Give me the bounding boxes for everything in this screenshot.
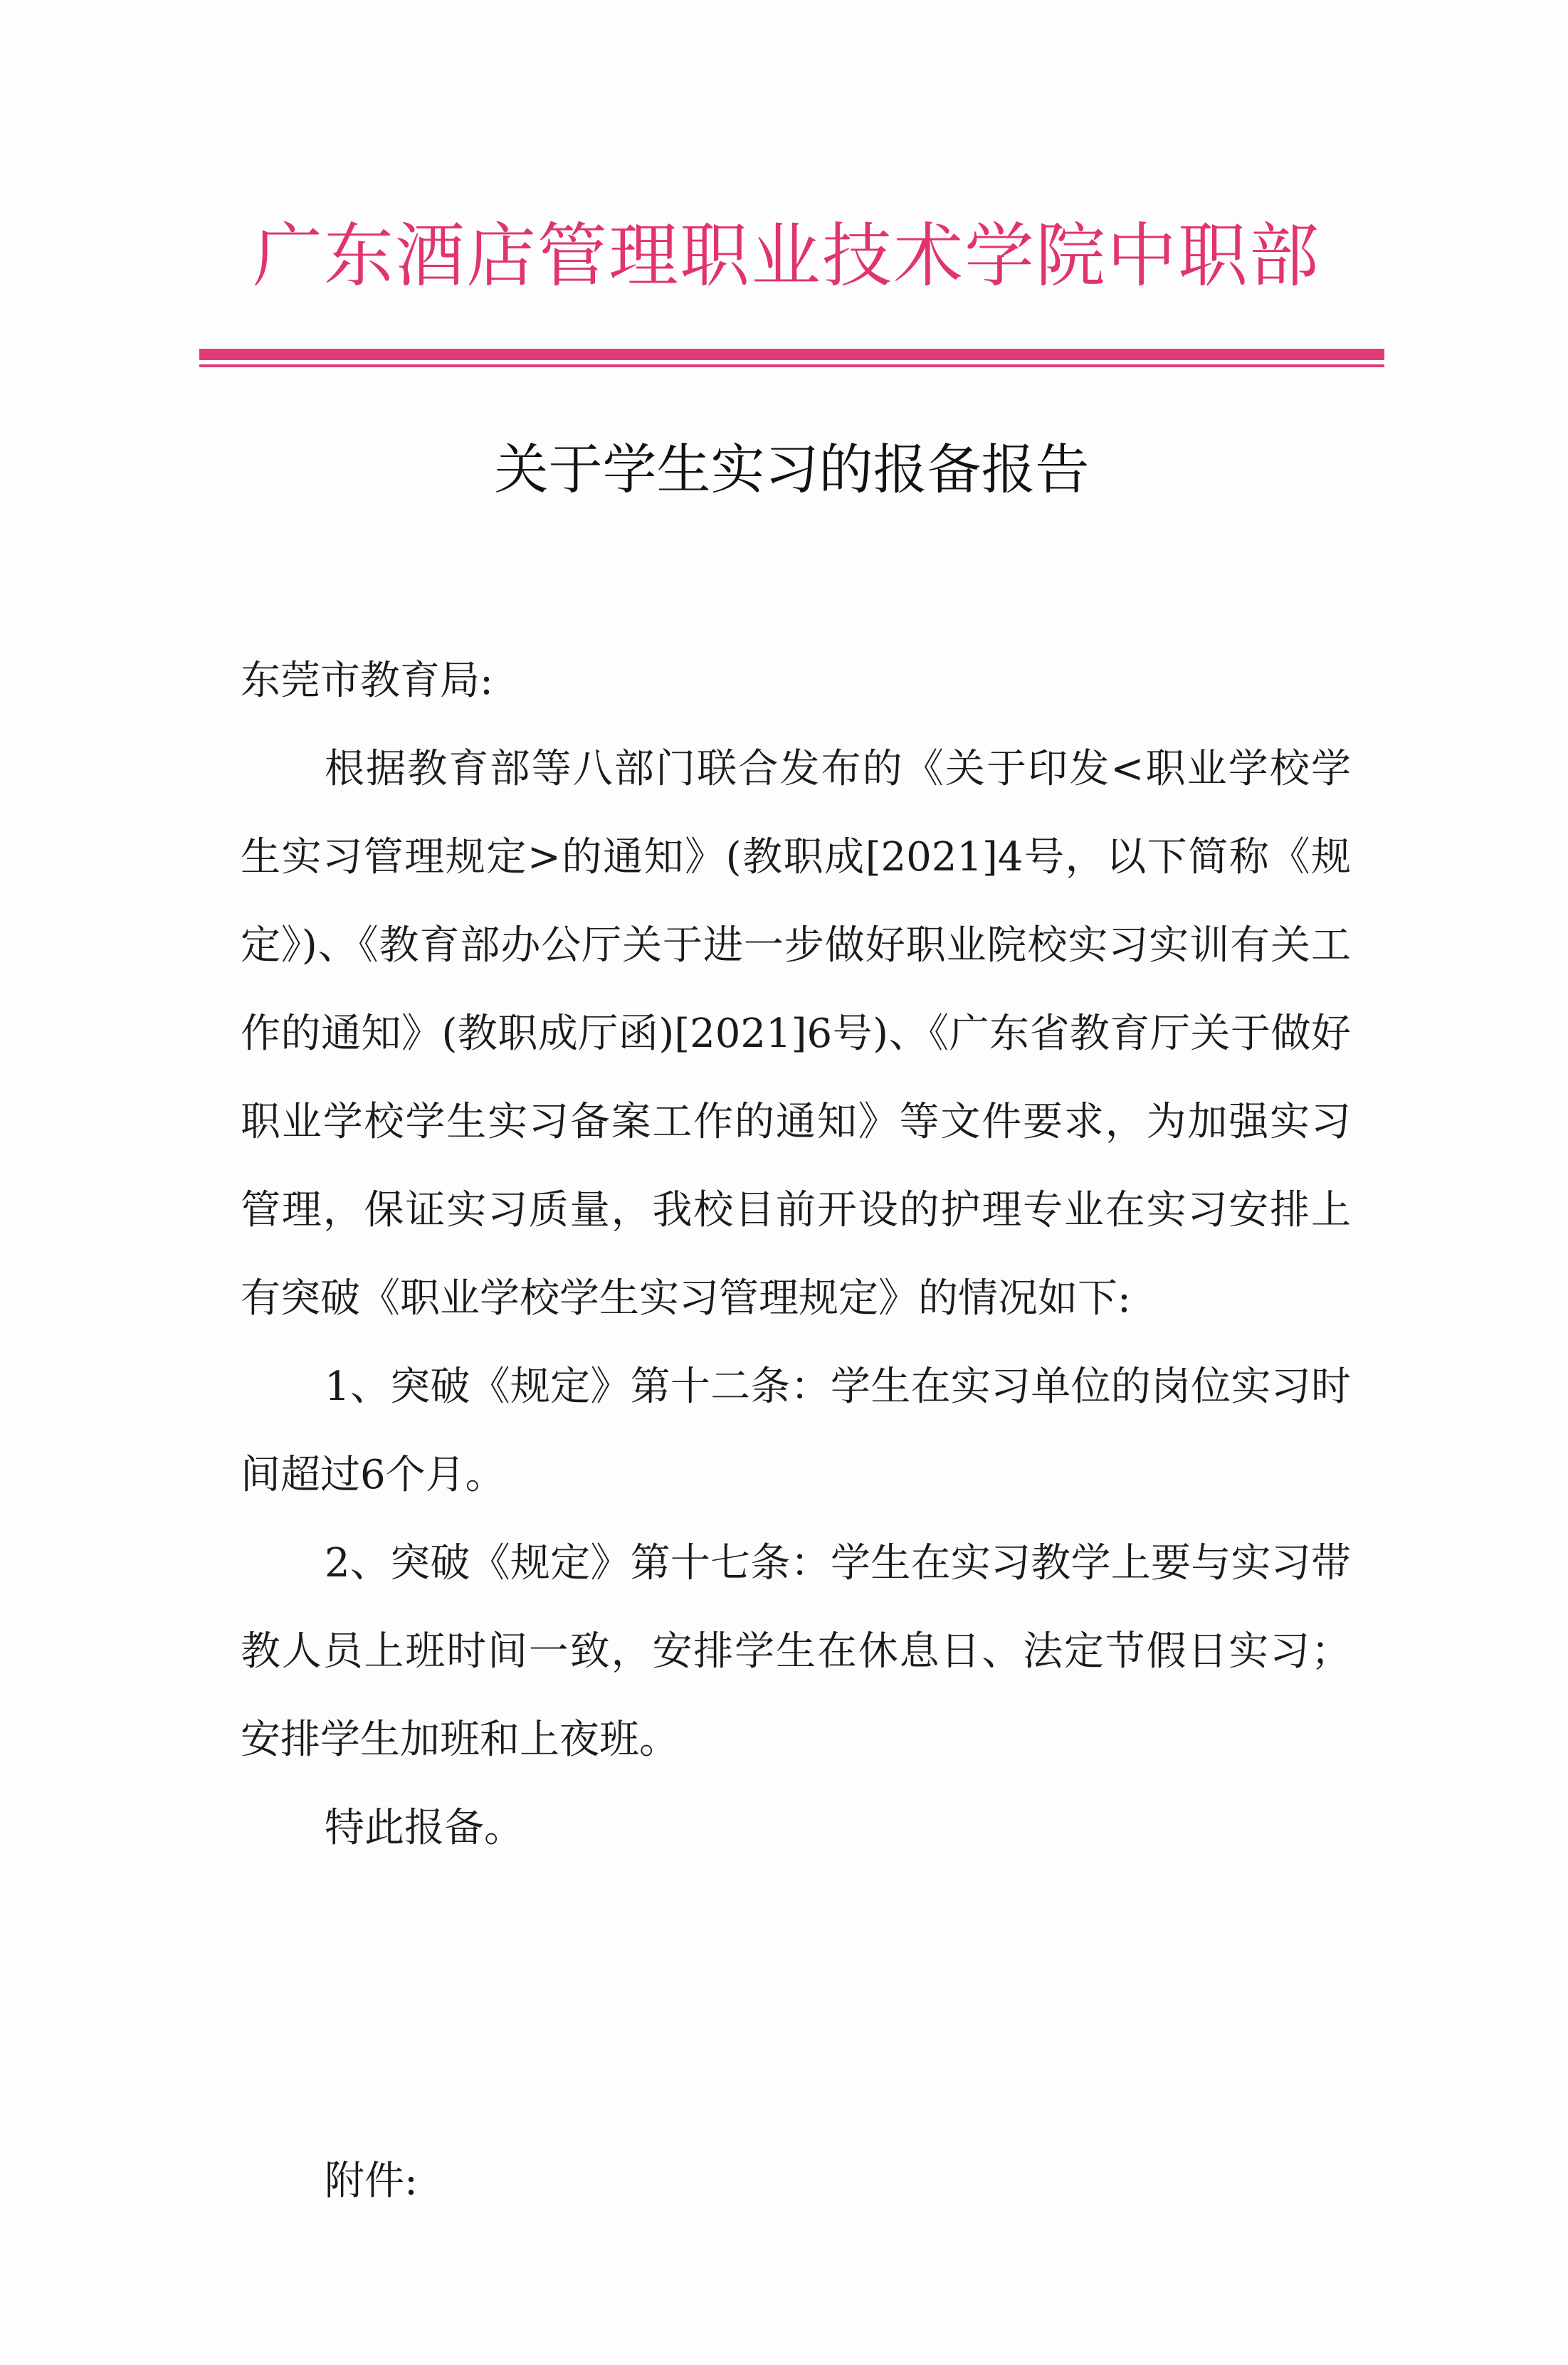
attachment-label: 附件: [325,2158,418,2204]
spacer [241,1872,1351,2137]
document-body [241,637,1351,2226]
paragraph-closing: 特此报备。 [325,1805,524,1851]
letterhead-org-name: 广东酒店管理职业技术学院中职部 [252,216,1320,297]
paragraph-basis: 根据教育部等八部门联合发布的《关于印发<职业学校学生实习管理规定>的通知》(教职成[2021]4号，以下简称《规定》)、《教育部办公厅关于进一步做好职业院校实习实训有关工作的通知》(教职成厅函)[2021]6号)、《广东省教育厅关于做好职业学校学生实习备案工作的通知》等文件要求，为加强实习管理，保证实习质量，我校目前开设的护理专业在实习安排上有突破《职业学校学生实习管理规定》的情况如下: [241,746,1351,1322]
document-title: 关于学生实习的报备报告 [494,438,1090,501]
salutation: 东莞市教育局: [241,658,493,704]
letterhead-red-rule-thin [199,364,1384,367]
paragraph-item-1: 1、突破《规定》第十二条：学生在实习单位的岗位实习时间超过6个月。 [241,1364,1351,1498]
letterhead-red-rule [199,349,1384,360]
paragraph-item-2: 2、突破《规定》第十七条：学生在实习教学上要与实习带教人员上班时间一致，安排学生在休息日、法定节假日实习；安排学生加班和上夜班。 [241,1540,1351,1763]
